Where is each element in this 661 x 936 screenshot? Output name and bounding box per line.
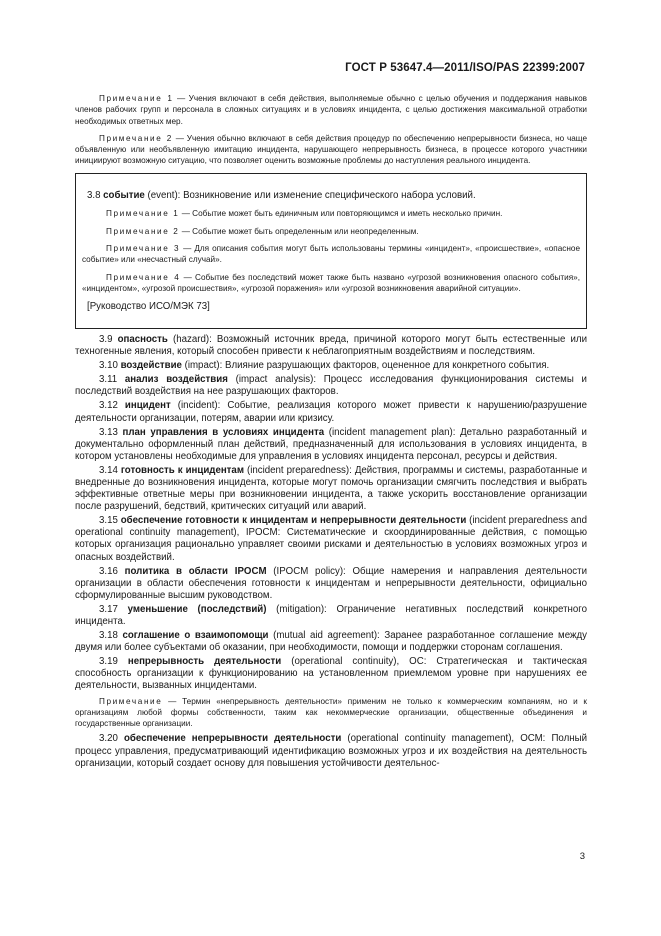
term-3-18 [75, 630, 587, 654]
term-english: (incident management plan): [324, 426, 456, 438]
term-number: 3.15 [99, 515, 118, 527]
note-label: Примечание 1 [99, 94, 174, 103]
term-number: 3.12 [99, 400, 118, 412]
term-name: обеспечение готовности к инцидентам и непрерывности деятельности [120, 515, 467, 527]
term-name: воздействие [120, 360, 182, 372]
term-definition: Детально разработанный и документально оформленный план действий, предназначенный для использования в условиях инцидента, в котором установлены необходимые для управления в условиях инцидента персонал, ресурсы и действия. [75, 426, 587, 462]
term-box-3-8 [75, 173, 587, 329]
note-text: — Событие без последствий может также быть названо «угрозой возникновения опасного события», «инцидентом», «угрозой происшествия», «угрозой поражения» или «угрозой возникновения аварийной ситуации». [82, 272, 580, 293]
term-number: 3.9 [99, 333, 113, 345]
term-3-10 [75, 360, 587, 372]
event-note-3 [82, 243, 580, 266]
term-name: инцидент [124, 400, 171, 412]
page-content [75, 93, 587, 772]
term-number: 3.19 [99, 656, 118, 668]
note-top-2 [75, 133, 587, 167]
term-name: опасность [117, 333, 168, 345]
term-definition: Процесс исследования функционирования системы и последствий воздействия на нее разрушающих факторов. [75, 374, 587, 398]
term-definition: Событие, реализация которого может привести к нарушению/разрушение деятельности организации, потерям, аварии или кризису. [75, 400, 587, 424]
term-name: обеспечение непрерывности деятельности [123, 733, 342, 745]
reference: [Руководство ИСО/МЭК 73] [87, 301, 210, 313]
term-3-12 [75, 400, 587, 424]
term-number: 3.10 [99, 360, 118, 372]
note-text: — Учения включают в себя действия, выполняемые обычно с целью обучения и поддержания навыков членов рабочих групп и персонала в сложных ситуациях и в условиях инцидента, с целью достижения максимальной отработки необходимых ответных мер. [75, 94, 587, 126]
term-name: уменьшение (последствий) [127, 603, 267, 615]
term-number: 3.20 [99, 733, 118, 745]
term-name: политика в области IPOCM [124, 565, 267, 577]
note-text: — Событие может быть единичным или повторяющимся и иметь несколько причин. [179, 209, 503, 219]
term-english: (impact analysis): [227, 374, 317, 386]
note-text: — Термин «непрерывность деятельности» применим не только к коммерческим компаниям, но и к организациям любой формы собственности, таким как некоммерческие организации, общественные объединения и государственные организации. [75, 696, 587, 729]
term-english: (impact): [181, 360, 223, 372]
term-name: анализ воздействия [124, 374, 228, 386]
term-number: 3.18 [99, 630, 118, 642]
event-note-2 [82, 226, 580, 237]
term-english: (event): [144, 190, 181, 202]
term-definition: Действия, программы и системы, разработанные и внедренные до возникновения инцидента, которые могут помочь организации смягчить последствия и выбрать эффективные ответные меры при возникновении инцидента, а также ускорить восстановление организации после разрушений, бедствий, критических ситуаций или аварий. [75, 464, 587, 513]
term-english: (operational continuity management), ОСМ: [341, 733, 546, 745]
note-text: — Учения обычно включают в себя действия процедур по обеспечению непрерывности бизнеса, но чаще объявленную или необъявленную имитацию инцидента, нарушающего непрерывность бизнеса, в процессе которого участники инициируют возможную ситуацию, что позволяет оценить возможные проблемы до наступления реального инцидента. [75, 133, 587, 166]
term-3-17 [75, 604, 587, 628]
note-label: Примечание 4 [106, 272, 181, 282]
term-definition: Систематические и скоординированные действия, с помощью которых организация рационально управляет своими рисками и деятельностью в условиях возможных угроз и опасных воздействий. [75, 527, 587, 563]
document-header: ГОСТ Р 53647.4—2011/ISO/PAS 22399:2007 [345, 62, 585, 74]
note-top-1 [75, 93, 587, 127]
term-3-20 [75, 733, 587, 769]
term-definition: Стратегическая и тактическая способность организации к функционированию на установленном приемлемом уровне при нарушениях ее деятельности, вызванных инцидентами. [75, 656, 588, 692]
term-number: 3.17 [99, 603, 118, 615]
term-english: (operational continuity), ОС: [281, 656, 427, 668]
term-number: 3.14 [99, 464, 118, 476]
term-3-14 [75, 465, 587, 513]
term-definition: Возникновение или изменение специфического набора условий. [180, 190, 476, 202]
term-3-11 [75, 374, 587, 398]
term-english: (incident preparedness and operational continuity management), IPOCM: [75, 515, 587, 539]
term-definition: Возможный источник вреда, причиной которого могут быть естественные или техногенные явления, который способен привести к неблагоприятным воздействиям и последствиям. [75, 333, 587, 358]
term-english: (mutual aid agreement): [268, 630, 380, 642]
term-number: 3.8 [87, 190, 101, 202]
term-3-9 [75, 334, 587, 358]
term-number: 3.16 [99, 565, 118, 577]
term-number: 3.11 [99, 374, 118, 386]
term-definition: Общие намерения и направления деятельности организации в области обеспечения готовности к инцидентам и непрерывности деятельности, официально сформулированные высшим руководством. [75, 565, 587, 601]
term-english: (IPOCM policy): [266, 565, 346, 577]
term-3-16 [75, 566, 587, 602]
term-3-13 [75, 427, 587, 463]
term-number: 3.13 [99, 426, 118, 438]
term-definition: Ограничение негативных последствий конкретного инцидента. [75, 603, 587, 627]
term-name: готовность к инцидентам [120, 464, 244, 476]
term-english: (hazard): [167, 333, 212, 345]
term-english: (incident preparedness): [243, 464, 352, 476]
term-3-19 [75, 656, 587, 692]
term-name: непрерывность деятельности [127, 656, 282, 668]
term-3-15 [75, 515, 587, 563]
term-name: событие [103, 190, 145, 202]
term-definition: Влияние разрушающих факторов, оцененное для конкретного события. [222, 360, 550, 372]
note-label: Примечание 2 [99, 133, 173, 143]
term-english: (mitigation): [266, 603, 327, 615]
event-note-1 [82, 208, 580, 219]
note-label: Примечание 2 [106, 226, 180, 236]
term-english: (incident): [170, 400, 221, 412]
event-note-4 [82, 272, 580, 295]
note-label: Примечание 1 [106, 209, 180, 219]
term-name: план управления в условиях инцидента [122, 426, 325, 438]
note-text: — Событие может быть определенным или неопределенным. [179, 226, 419, 236]
note-text: — Для описания события могут быть использованы термины «инцидент», «происшествие», «опасное событие» или «несчастный случай». [82, 244, 581, 265]
term-definition: Заранее разработанное соглашение между двумя или более субъектами об оказании, при необходимости, помощи и поддержки сторонам соглашения. [75, 630, 587, 654]
term-definition: Полный процесс управления, предусматривающий идентификацию возможных угроз и их воздействия на деятельность организации, который создает основу для повышения устойчивости деятельнос- [75, 733, 587, 769]
note-operational-continuity [75, 696, 587, 730]
note-label: Примечание 3 [106, 244, 181, 254]
term-name: соглашение о взаимопомощи [122, 630, 269, 642]
term-event [82, 189, 580, 202]
note-label: Примечание [99, 696, 163, 706]
page-number: 3 [579, 851, 585, 862]
